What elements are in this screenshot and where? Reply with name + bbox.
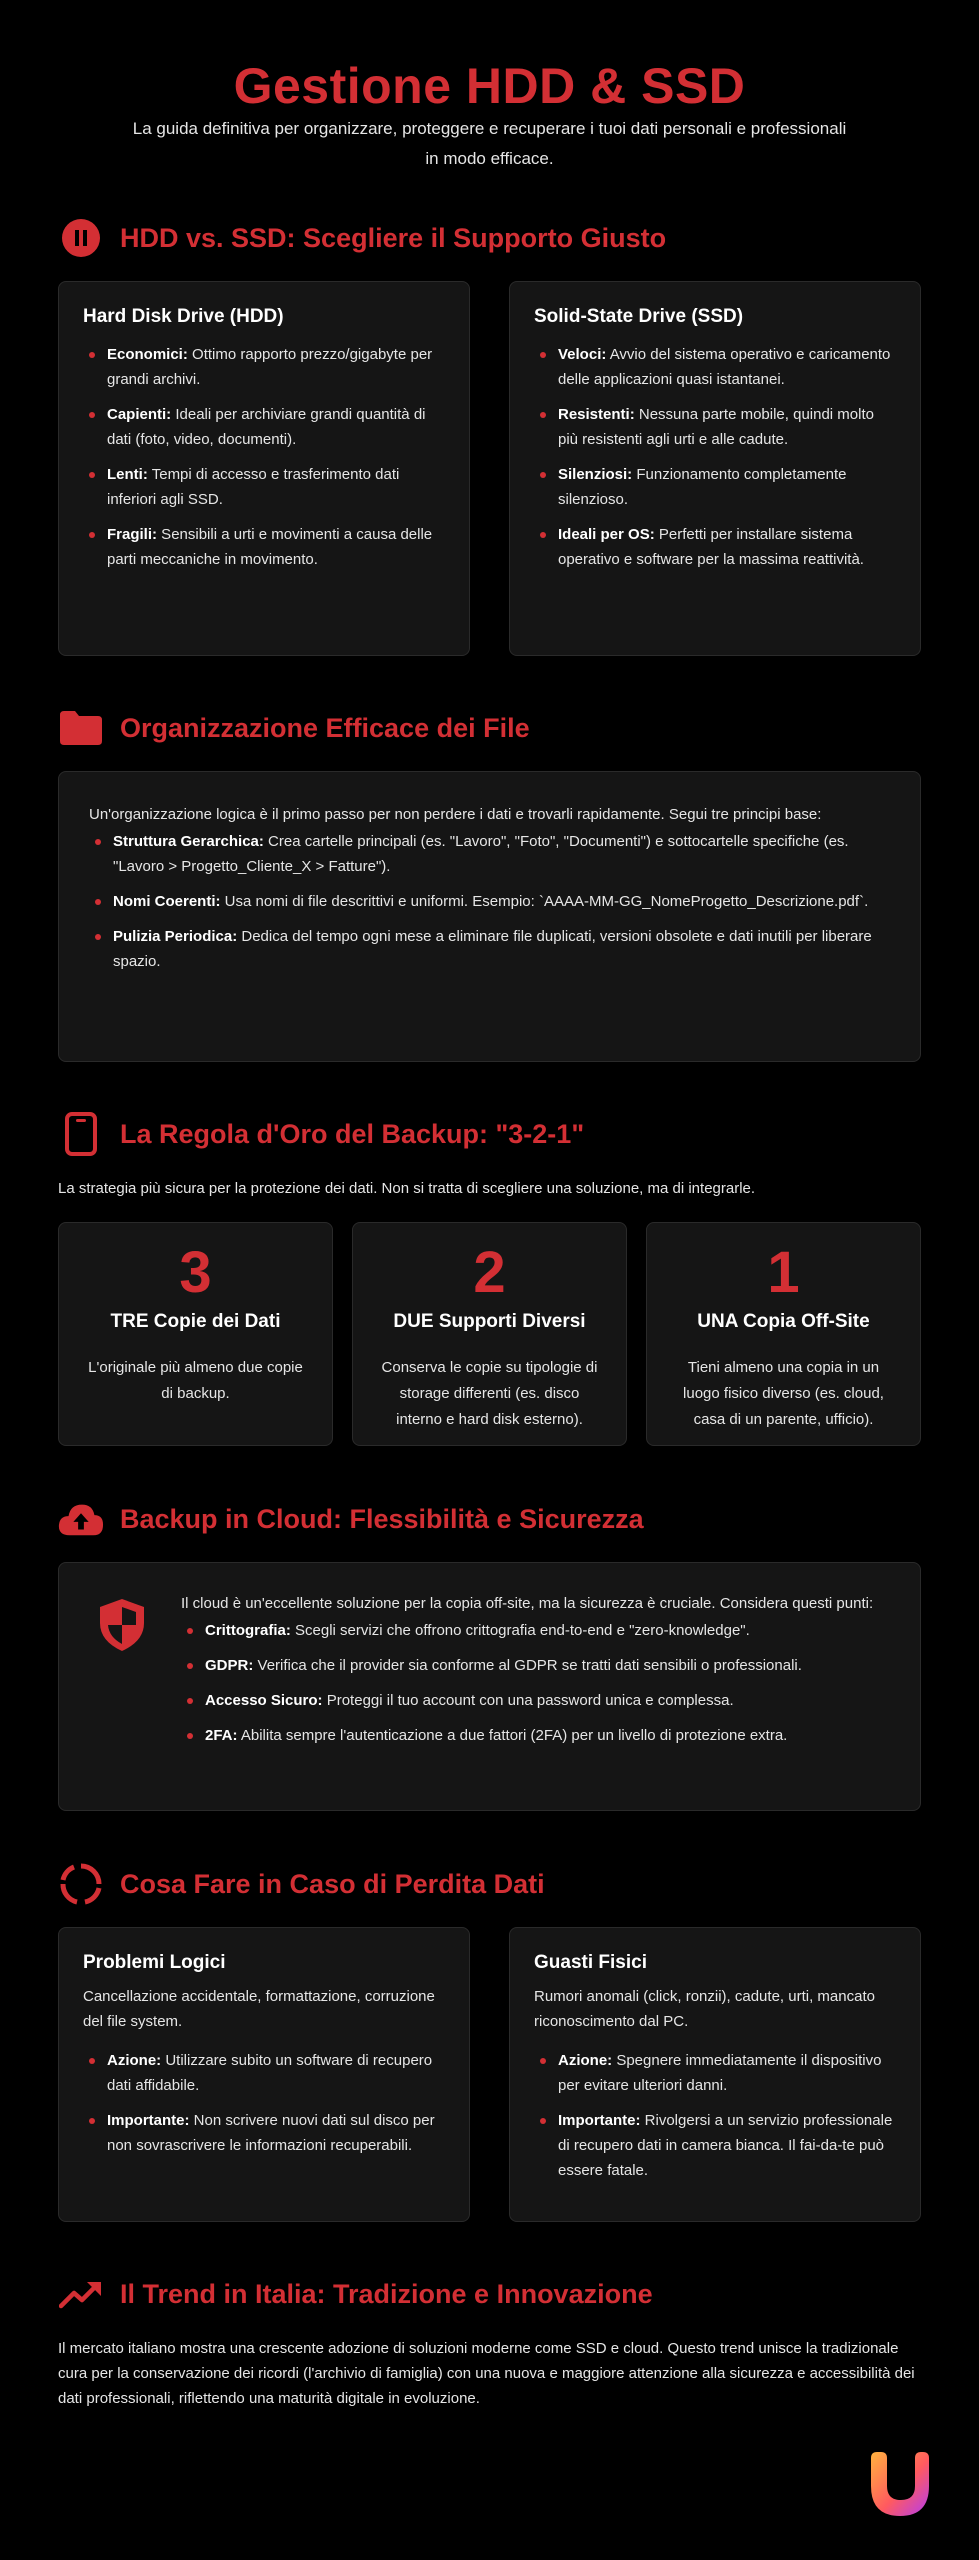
list-item: Resistenti: Nessuna parte mobile, quindi molto più resistenti agli urti e alle cadute.	[534, 402, 896, 452]
section-cloud-header	[58, 1496, 644, 1542]
list-item: Struttura Gerarchica: Crea cartelle principali (es. "Lavoro", "Foto", "Documenti") e sottocartelle specifiche (es. "Lavoro > Progetto_Cliente_X > Fatture").	[89, 829, 890, 879]
list-item: Azione: Utilizzare subito un software di recupero dati affidabile.	[83, 2048, 445, 2098]
list-item: Pulizia Periodica: Dedica del tempo ogni mese a eliminare file duplicati, versioni obsolete e dati inutili per liberare spazio.	[89, 924, 890, 974]
list-item: 2FA: Abilita sempre l'autenticazione a due fattori (2FA) per un livello di protezione extra.	[181, 1723, 881, 1748]
page-title: Gestione HDD & SSD	[233, 58, 746, 114]
organization-card	[58, 771, 921, 1062]
rule-number: 3	[179, 1240, 212, 1305]
card-title: Hard Disk Drive (HDD)	[83, 306, 284, 327]
rule-text: Tieni almeno una copia in un luogo fisico diverso (es. cloud, casa di un parente, ufficio).	[683, 1359, 884, 1428]
rule-title: TRE Copie dei Dati	[110, 1311, 281, 1332]
mobile-device-icon	[58, 1111, 104, 1157]
list-item: Importante: Rivolgersi a un servizio professionale di recupero dati in camera bianca. Il fai-da-te può essere fatale.	[534, 2108, 896, 2183]
section-title: HDD vs. SSD: Scegliere il Supporto Giusto	[120, 222, 667, 253]
list-item: Importante: Non scrivere nuovi dati sul disco per non sovrascrivere le informazioni recuperabili.	[83, 2108, 445, 2158]
physical-list	[534, 2048, 896, 2183]
list-item: Capienti: Ideali per archiviare grandi quantità di dati (foto, video, documenti).	[83, 402, 445, 452]
ssd-list	[534, 342, 896, 572]
section-organization-header	[58, 705, 530, 751]
rule-number: 1	[767, 1240, 800, 1305]
folder-icon	[58, 705, 104, 751]
hdd-list	[83, 342, 445, 572]
hdd-card	[58, 281, 470, 656]
section-trend-header	[58, 2271, 653, 2317]
list-item: Fragili: Sensibili a urti e movimenti a causa delle parti meccaniche in movimento.	[83, 522, 445, 572]
section-title: La Regola d'Oro del Backup: "3-2-1"	[120, 1118, 585, 1149]
organization-intro: Un'organizzazione logica è il primo passo per non perdere i dati e trovarli rapidamente. Segui tre principi base:	[89, 806, 822, 823]
brand-logo	[865, 2450, 935, 2520]
rule-number: 2	[473, 1240, 506, 1305]
card-description: Rumori anomali (click, ronzii), cadute, urti, mancato riconoscimento dal PC.	[534, 1988, 875, 2030]
cloud-content	[181, 1591, 881, 1758]
cloud-intro: Il cloud è un'eccellente soluzione per la copia off-site, ma la sicurezza è cruciale. Considera questi punti:	[181, 1595, 874, 1612]
rule-title: UNA Copia Off-Site	[697, 1311, 870, 1332]
card-title: Problemi Logici	[83, 1952, 226, 1973]
organization-list	[89, 829, 890, 974]
section-hdd-vs-ssd-header	[58, 215, 666, 261]
rule-card-three	[58, 1222, 333, 1446]
list-item: Azione: Spegnere immediatamente il dispositivo per evitare ulteriori danni.	[534, 2048, 896, 2098]
cloud-card	[58, 1562, 921, 1811]
cloud-upload-icon	[58, 1496, 104, 1542]
logical-list	[83, 2048, 445, 2158]
rule-text: Conserva le copie su tipologie di storage differenti (es. disco interno e hard disk esterno).	[381, 1359, 598, 1428]
backup-rule-intro: La strategia più sicura per la protezione dei dati. Non si tratta di scegliere una soluzione, ma di integrarle.	[58, 1180, 756, 1197]
list-item: Ideali per OS: Perfetti per installare sistema operativo e software per la massima reattività.	[534, 522, 896, 572]
list-item: Accesso Sicuro: Proteggi il tuo account con una password unica e complessa.	[181, 1688, 881, 1713]
section-title: Il Trend in Italia: Tradizione e Innovazione	[120, 2278, 653, 2309]
ssd-card	[509, 281, 921, 656]
list-item: Lenti: Tempi di accesso e trasferimento dati inferiori agli SSD.	[83, 462, 445, 512]
section-title: Backup in Cloud: Flessibilità e Sicurezza	[120, 1503, 644, 1534]
cloud-list	[181, 1618, 881, 1748]
hero	[0, 0, 979, 174]
list-item: GDPR: Verifica che il provider sia conforme al GDPR se tratti dati sensibili o professionali.	[181, 1653, 881, 1678]
section-backup-rule-header	[58, 1111, 584, 1157]
list-item: Silenziosi: Funzionamento completamente silenzioso.	[534, 462, 896, 512]
page-subtitle: La guida definitiva per organizzare, proteggere e recuperare i tuoi dati personali e professionali in modo efficace.	[132, 119, 847, 168]
shield-icon	[97, 1597, 147, 1658]
list-item: Economici: Ottimo rapporto prezzo/gigabyte per grandi archivi.	[83, 342, 445, 392]
card-title: Solid-State Drive (SSD)	[534, 306, 744, 327]
logical-problems-card	[58, 1927, 470, 2222]
circular-arrows-icon	[58, 1861, 104, 1907]
list-item: Veloci: Avvio del sistema operativo e caricamento delle applicazioni quasi istantanei.	[534, 342, 896, 392]
physical-failures-card	[509, 1927, 921, 2222]
list-item: Crittografia: Scegli servizi che offrono crittografia end-to-end e "zero-knowledge".	[181, 1618, 881, 1643]
card-title: Guasti Fisici	[534, 1952, 647, 1973]
section-title: Cosa Fare in Caso di Perdita Dati	[120, 1868, 545, 1899]
trend-up-icon	[58, 2271, 104, 2317]
section-data-loss-header	[58, 1861, 545, 1907]
rule-card-one	[646, 1222, 921, 1446]
rule-text: L'originale più almeno due copie di backup.	[88, 1359, 303, 1402]
rule-title: DUE Supporti Diversi	[393, 1311, 586, 1332]
list-item: Nomi Coerenti: Usa nomi di file descrittivi e uniformi. Esempio: `AAAA-MM-GG_NomeProgetto_Descrizione.pdf`.	[89, 889, 890, 914]
rule-card-two	[352, 1222, 627, 1446]
card-description: Cancellazione accidentale, formattazione, corruzione del file system.	[83, 1988, 435, 2030]
pause-circle-icon	[58, 215, 104, 261]
section-title: Organizzazione Efficace dei File	[120, 712, 530, 743]
trend-text: Il mercato italiano mostra una crescente adozione di soluzioni moderne come SSD e cloud. Questo trend unisce la tradizionale cura per la conservazione dei ricordi (l'archivio di famiglia) con una nuova e maggiore attenzione alla sicurezza e accessibilità dei dati professionali, riflettendo una maturità digitale in evoluzione.	[58, 2340, 915, 2407]
